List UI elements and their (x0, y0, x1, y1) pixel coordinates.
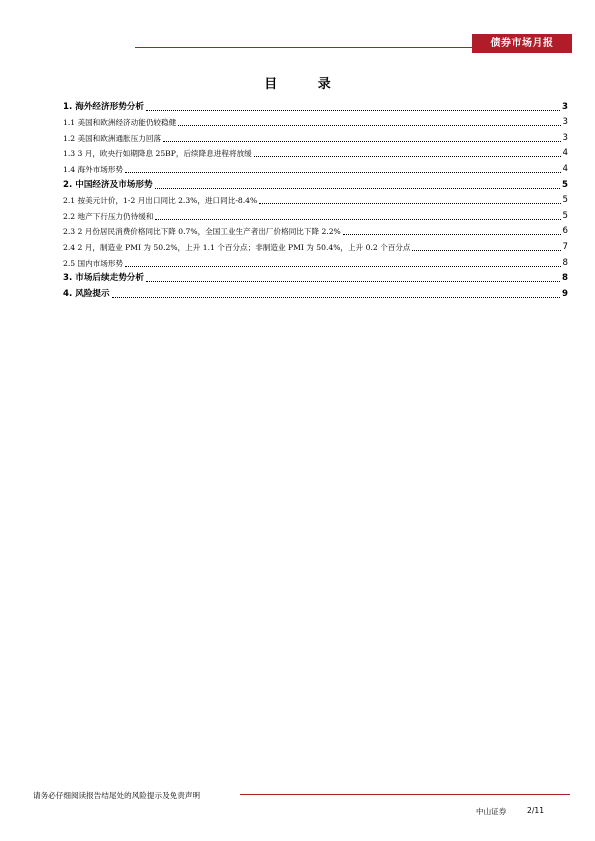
toc-entry-page: 4 (562, 148, 568, 159)
toc-entry-page: 5 (562, 179, 568, 190)
toc-entry-title: 2.3 2 月份居民消费价格同比下降 0.7%，全国工业生产者出厂价格同比下降 2.2% (63, 227, 341, 237)
toc-title: 目 录 (264, 77, 349, 92)
toc-entry-page: 4 (562, 163, 568, 174)
toc-leader-dots (412, 250, 560, 251)
toc-entry-title: 2.4 2 月，制造业 PMI 为 50.2%，上升 1.1 个百分点；非制造业 PMI 为 50.4%，上升 0.2 个百分点 (63, 242, 411, 252)
toc-leader-dots (112, 297, 560, 298)
company-name: 中山证券 (476, 807, 507, 816)
toc-entry-page: 5 (562, 210, 568, 221)
disclaimer-note: 请务必仔细阅读报告结尾处的风险提示及免责声明 (33, 791, 201, 800)
toc-leader-dots (146, 110, 560, 111)
toc-leader-dots (178, 125, 560, 126)
toc-entry-title: 2. 中国经济及市场形势 (63, 179, 153, 190)
page-number: 2/11 (527, 806, 545, 815)
toc-entry[interactable] (63, 222, 568, 238)
toc-leader-dots (259, 203, 560, 204)
report-type-badge: 债券市场月报 (472, 34, 572, 53)
table-of-contents (63, 97, 568, 300)
toc-entry-title: 2.1 按美元计价，1-2 月出口同比 2.3%，进口同比-8.4% (63, 196, 258, 206)
toc-entry-page: 8 (562, 257, 568, 268)
toc-entry-title: 4. 风险提示 (63, 288, 110, 299)
toc-entry[interactable] (63, 159, 568, 175)
toc-entry-page: 9 (562, 288, 568, 299)
toc-entry[interactable] (63, 237, 568, 253)
toc-leader-dots (125, 266, 560, 267)
toc-entry-page: 6 (562, 226, 568, 237)
toc-entry[interactable] (63, 253, 568, 269)
toc-entry[interactable] (63, 206, 568, 222)
toc-entry[interactable] (63, 144, 568, 160)
toc-entry-title: 3. 市场后续走势分析 (63, 273, 144, 284)
footer-rule (240, 794, 570, 795)
toc-entry-page: 3 (562, 132, 568, 143)
header-rule (135, 47, 475, 48)
toc-entry-title: 1.4 海外市场形势 (63, 164, 124, 174)
toc-entry[interactable] (63, 191, 568, 207)
toc-leader-dots (155, 188, 560, 189)
toc-entry[interactable] (63, 113, 568, 129)
toc-entry-title: 1. 海外经济形势分析 (63, 101, 144, 112)
toc-entry-page: 7 (562, 241, 568, 252)
toc-entry[interactable] (63, 128, 568, 144)
toc-entry-title: 1.1 美国和欧洲经济动能仍较稳健 (63, 118, 177, 128)
toc-leader-dots (146, 281, 560, 282)
toc-entry[interactable] (63, 284, 568, 300)
toc-entry[interactable] (63, 97, 568, 113)
toc-entry[interactable] (63, 269, 568, 285)
toc-leader-dots (125, 172, 560, 173)
toc-entry-title: 1.3 3 月，欧央行如期降息 25BP，后续降息进程将放缓 (63, 149, 252, 159)
toc-leader-dots (254, 156, 561, 157)
toc-leader-dots (343, 234, 561, 235)
toc-entry-title: 2.5 国内市场形势 (63, 258, 124, 268)
toc-entry-page: 8 (562, 273, 568, 284)
toc-leader-dots (163, 141, 561, 142)
toc-entry[interactable] (63, 175, 568, 191)
toc-entry-page: 3 (562, 117, 568, 128)
toc-entry-title: 2.2 地产下行压力仍待缓和 (63, 211, 154, 221)
toc-entry-page: 5 (562, 195, 568, 206)
toc-entry-title: 1.2 美国和欧洲通胀压力回落 (63, 133, 162, 143)
toc-entry-page: 3 (562, 101, 568, 112)
toc-leader-dots (155, 219, 560, 220)
